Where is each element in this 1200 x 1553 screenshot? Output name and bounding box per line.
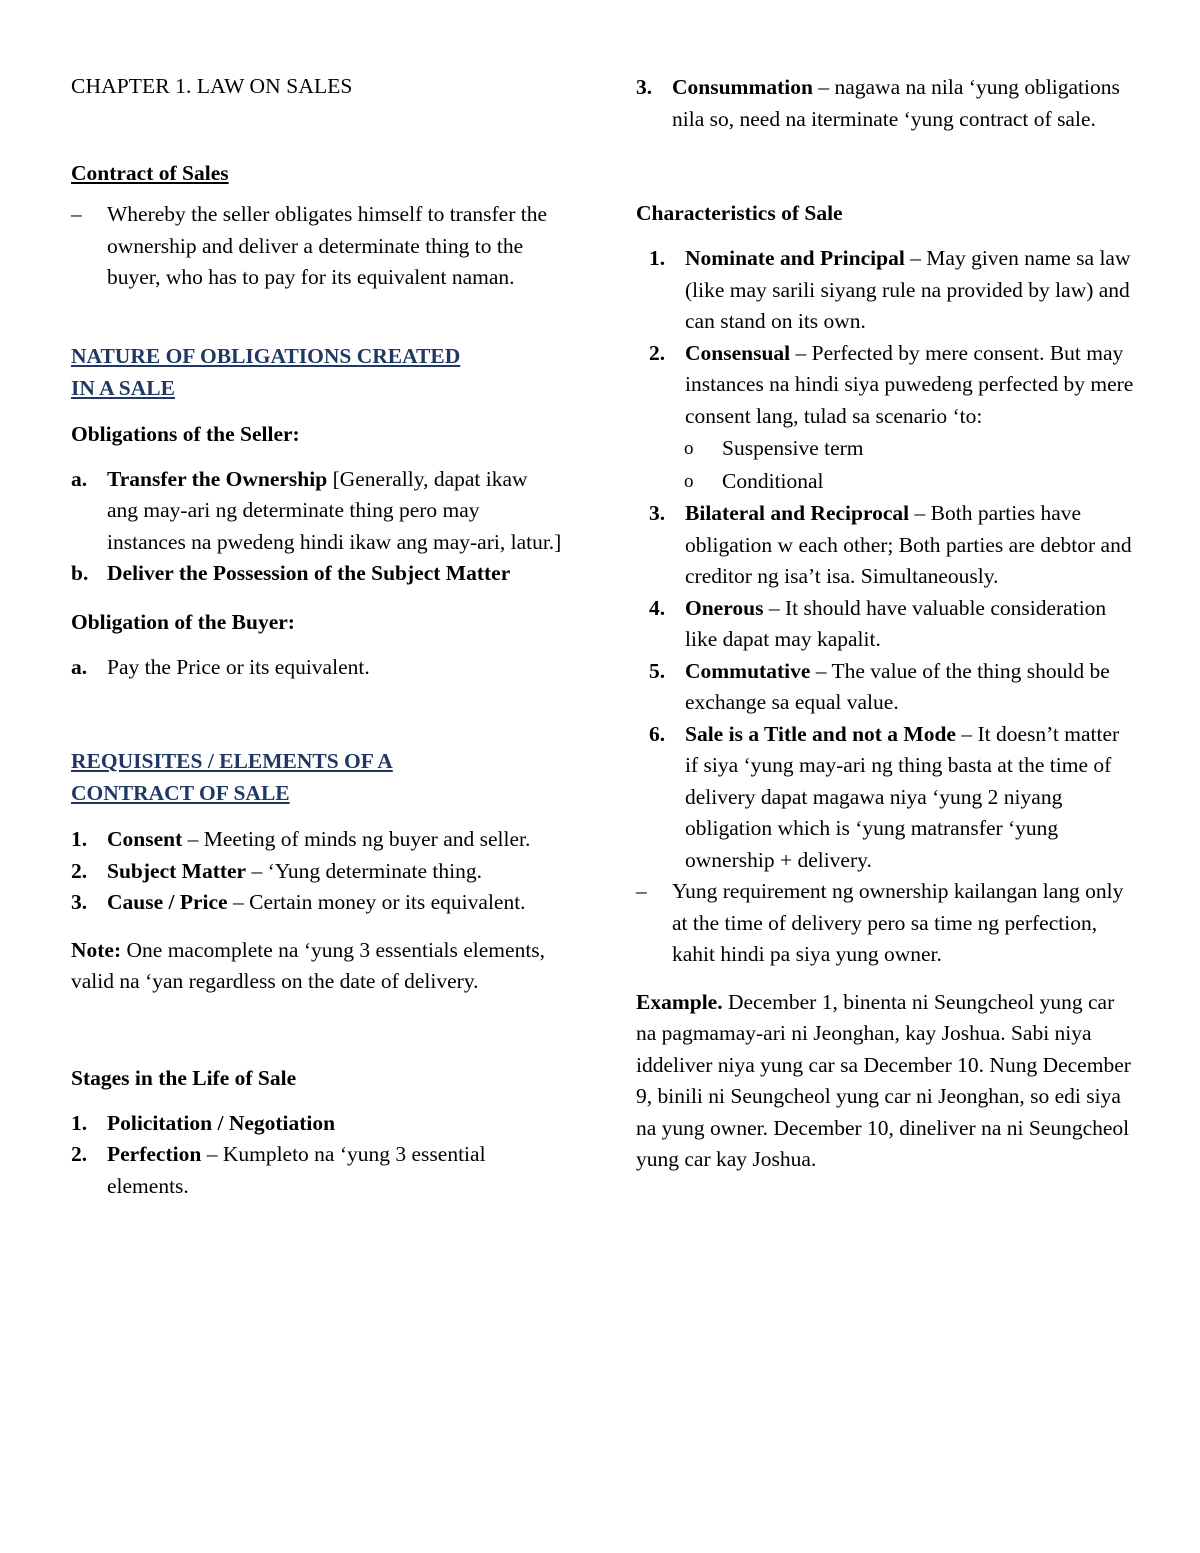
list-marker: 2.	[71, 1142, 88, 1166]
example-text: December 1, binenta ni Seungcheol yung car na pagmamay-ari ni Jeonghan, kay Joshua. Sabi niya iddeliver niya yung car sa December 10. Nung December 9, binili ni Seungcheol yung car ni Jeonghan, so edi siya na yung owner. December 10, dineliver na ni Seungcheol yung car kay Joshua.	[636, 989, 1131, 1171]
contract-definition-text: Whereby the seller obligates himself to transfer the ownership and deliver a determinate thing to the buyer, who has to pay for its equivalent naman.	[107, 202, 547, 289]
list-item	[649, 338, 1136, 433]
list-marker: 2.	[71, 858, 88, 883]
list-item	[71, 558, 563, 590]
item-text: Pay the Price or its equivalent.	[107, 654, 370, 679]
sub-item-text: Suspensive term	[722, 436, 864, 460]
example-paragraph	[636, 987, 1136, 1176]
list-marker: 4.	[649, 595, 666, 620]
list-marker: 1.	[71, 1110, 88, 1135]
ownership-note-text: Yung requirement ng ownership kailangan lang only at the time of delivery pero sa time ng perfection, kahit hindi pa siya yung owner.	[672, 879, 1124, 966]
list-marker: 3.	[71, 890, 88, 914]
list-marker: 2.	[649, 340, 666, 365]
list-item	[636, 72, 1136, 135]
list-marker: 5.	[649, 658, 666, 683]
seller-obligations-heading: Obligations of the Seller:	[71, 421, 300, 446]
sub-list-item	[684, 432, 1136, 465]
dash-bullet: –	[636, 879, 647, 903]
chapter-title: CHAPTER 1. LAW ON SALES	[71, 74, 353, 98]
item-title: Consummation	[672, 75, 813, 99]
stages-heading: Stages in the Life of Sale	[71, 1065, 297, 1090]
item-title: Bilateral and Reciprocal	[685, 501, 910, 525]
right-column	[636, 72, 1136, 1176]
circle-bullet-icon: o	[684, 438, 694, 459]
contract-of-sales-heading: Contract of Sales	[71, 161, 229, 185]
item-title: Consensual	[685, 340, 791, 365]
item-text: – It doesn’t matter if siya ‘yung may-ari ng thing basta at the time of delivery dapat magawa niya ‘yung 2 niyang obligation which is ‘yung matransfer ‘yung ownership + delivery.	[685, 721, 1120, 872]
sub-list-item	[684, 465, 1136, 498]
item-title: Perfection	[107, 1142, 202, 1166]
sub-item-text: Conditional	[722, 469, 824, 493]
item-text: [Generally, dapat ikaw ang may-ari ng determinate thing pero may instances na pwedeng hindi ikaw ang may-ari, latur.]	[107, 466, 562, 554]
contract-definition	[71, 199, 563, 294]
item-title: Policitation / Negotiation	[107, 1110, 336, 1135]
list-item	[71, 856, 563, 888]
item-title: Sale is a Title and not a Mode	[685, 721, 956, 746]
item-text: – ‘Yung determinate thing.	[246, 858, 482, 883]
note-paragraph	[71, 935, 563, 998]
buyer-obligation-heading: Obligation of the Buyer:	[71, 609, 295, 634]
list-marker: 1.	[71, 827, 88, 851]
list-item	[71, 652, 563, 684]
item-text: – May given name sa law (like may sarili siyang rule na provided by law) and can stand on its own.	[685, 246, 1131, 333]
item-text: – Certain money or its equivalent.	[227, 890, 526, 914]
item-title: Nominate and Principal	[685, 246, 905, 270]
dash-bullet: –	[71, 202, 82, 226]
item-text: – Perfected by mere consent. But may instances na hindi siya puwedeng perfected by mere consent lang, tulad sa scenario ‘to:	[685, 340, 1134, 428]
item-text: – Meeting of minds ng buyer and seller.	[182, 827, 531, 851]
list-marker: a.	[71, 654, 88, 679]
list-marker: 6.	[649, 721, 666, 746]
item-text: – nagawa na nila ‘yung obligations nila so, need na iterminate ‘yung contract of sale.	[672, 75, 1120, 131]
ownership-note	[636, 876, 1136, 971]
requisites-heading-line-1: REQUISITES / ELEMENTS OF A	[71, 749, 393, 773]
requisites-heading-line-2: CONTRACT OF SALE	[71, 781, 290, 805]
item-text: – Kumpleto na ‘yung 3 essential elements.	[107, 1142, 486, 1198]
list-item	[649, 719, 1136, 877]
circle-bullet-icon: o	[684, 471, 694, 492]
list-marker: a.	[71, 466, 88, 491]
list-item	[71, 824, 563, 856]
item-title: Consent	[107, 827, 183, 851]
item-title: Cause / Price	[107, 890, 228, 914]
list-item	[649, 498, 1136, 593]
list-item	[649, 593, 1136, 656]
characteristics-heading: Characteristics of Sale	[636, 201, 843, 225]
list-marker: 1.	[649, 246, 666, 270]
item-title: Onerous	[685, 595, 764, 620]
left-column	[71, 72, 563, 1202]
list-item	[649, 656, 1136, 719]
example-label: Example.	[636, 989, 723, 1014]
list-marker: b.	[71, 561, 89, 585]
item-text: – The value of the thing should be exchange sa equal value.	[685, 658, 1110, 714]
note-text: One macomplete na ‘yung 3 essentials elements, valid na ‘yan regardless on the date of delivery.	[71, 937, 546, 993]
list-item	[71, 887, 563, 919]
list-item	[71, 1108, 563, 1140]
list-item	[71, 1139, 563, 1202]
item-text: – Both parties have obligation w each other; Both parties are debtor and creditor ng isa’t isa. Simultaneously.	[685, 501, 1132, 588]
item-text: – It should have valuable consideration like dapat may kapalit.	[685, 595, 1107, 651]
item-title: Deliver the Possession of the Subject Matter	[107, 561, 511, 585]
requisites-list	[71, 824, 563, 919]
list-item	[649, 243, 1136, 338]
item-title: Transfer the Ownership	[107, 466, 328, 491]
list-marker: 3.	[649, 501, 666, 525]
list-marker: 3.	[636, 75, 653, 99]
item-title: Subject Matter	[107, 858, 247, 883]
nature-heading-line-2: IN A SALE	[71, 375, 175, 400]
list-item	[71, 464, 563, 559]
nature-heading-line-1: NATURE OF OBLIGATIONS CREATED	[71, 343, 461, 368]
nature-heading	[71, 340, 563, 404]
item-title: Commutative	[685, 658, 811, 683]
requisites-heading	[71, 745, 563, 809]
note-label: Note:	[71, 937, 122, 962]
